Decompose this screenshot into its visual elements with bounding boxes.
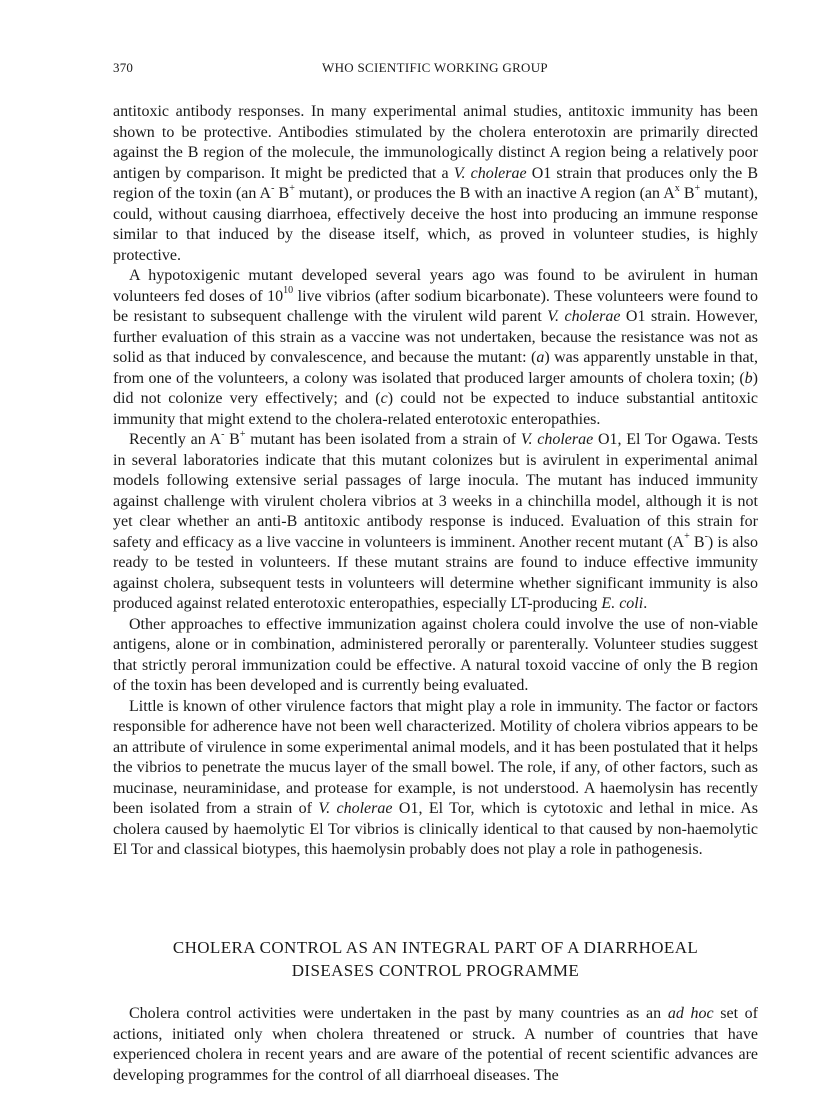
paragraph: Cholera control activities were undertaken in the past by many countries as an ad hoc set of actions, initiated only when cholera threatened or struck. A number of countries that have experienced cholera in recent years and are aware of the potential of recent scientific advances are developing programmes for the control of all diarrhoeal diseases. The: [113, 1005, 758, 1084]
paragraph: A hypotoxigenic mutant developed several years ago was found to be avirulent in human volunteers fed doses of $10^{10}$ live vibrios (after sodium bicarbonate). These volunteers were found to be resistant to subsequent challenge with the virulent wild parent V. cholerae O1 strain. However, further evaluation of this strain as a vaccine was not undertaken, because the resistance was not as solid as that induced by convalescence, and because the mutant: (a) was apparently unstable in that, from one of the volunteers, a colony was isolated that produced larger amounts of cholera toxin; (b) did not colonize very effectively; and (c) could not be expected to induce substantial antitoxic immunity that might extend to the cholera-related enterotoxic enteropathies.: [113, 267, 759, 428]
journal-title: WHO SCIENTIFIC WORKING GROUP: [322, 60, 548, 75]
paragraph: Little is known of other virulence factors that might play a role in immunity. The factor or factors responsible for adherence have not been well characterized. Motility of cholera vibrios appears to be an attribute of virulence in some experimental animal models, and it has been postulated that it helps the vibrios to penetrate the mucus layer of the small bowel. The role, if any, of other factors, such as mucinase, neuraminidase, and protease for example, is not understood. A haemolysin has recently been isolated from a strain of V. cholerae O1, El Tor, which is cytotoxic and lethal in mice. As cholera caused by haemolytic El Tor vibrios is clinically identical to that caused by non-haemolytic El Tor and classical biotypes, this haemolysin probably does not play a role in pathogenesis.: [113, 697, 759, 858]
running-head: [113, 60, 757, 80]
section-heading-line: CHOLERA CONTROL AS AN INTEGRAL PART OF A DIARRHOEAL: [172, 938, 699, 957]
paragraph: antitoxic antibody responses. In many experimental animal studies, antitoxic immunity has been shown to be protective. Antibodies stimulated by the cholera enterotoxin are primarily directed against the B region of the molecule, the immunologically distinct A region being a relatively poor antigen by comparison. It might be predicted that a V. cholerae O1 strain that produces only the B region of the toxin (an A- B+ mutant), or produces the B with an inactive A region (an $A^x$ B+ mutant), could, without causing diarrhoea, effectively deceive the host into producing an immune response similar to that induced by the disease itself, which, as proved in volunteer studies, is highly protective.: [113, 103, 759, 264]
paragraph: Recently an A- B+ mutant has been isolated from a strain of V. cholerae O1, El Tor Ogawa. Tests in several laboratories indicate that this mutant colonizes but is avirulent in experimental animal models following extensive serial passages of large inocula. The mutant has induced immunity against challenge with virulent cholera vibrios at 3 weeks in a chinchilla model, although it is not yet clear whether an anti-B antitoxic antibody response is induced. Evaluation of this strain for safety and efficacy as a live vaccine in volunteers is imminent. Another recent mutant (A+ B-) is also ready to be tested in volunteers. If these mutant strains are found to induce effective immunity against cholera, subsequent tests in volunteers will determine whether significant immunity is also produced against related enterotoxic enteropathies, especially LT-producing E. coli.: [113, 428, 759, 612]
section-heading: [113, 936, 758, 982]
paragraph: Other approaches to effective immunization against cholera could involve the use of non-viable antigens, alone or in combination, administered perorally or parenterally. Volunteer studies suggest that strictly peroral immunization could be effective. A natural toxoid vaccine of only the B region of the toxin has been developed and is currently being evaluated.: [113, 615, 758, 694]
page-number: 370: [113, 60, 134, 75]
body-text: [113, 102, 758, 861]
section-body-text: [113, 1004, 758, 1086]
section-heading-line: DISEASES CONTROL PROGRAMME: [291, 961, 580, 980]
